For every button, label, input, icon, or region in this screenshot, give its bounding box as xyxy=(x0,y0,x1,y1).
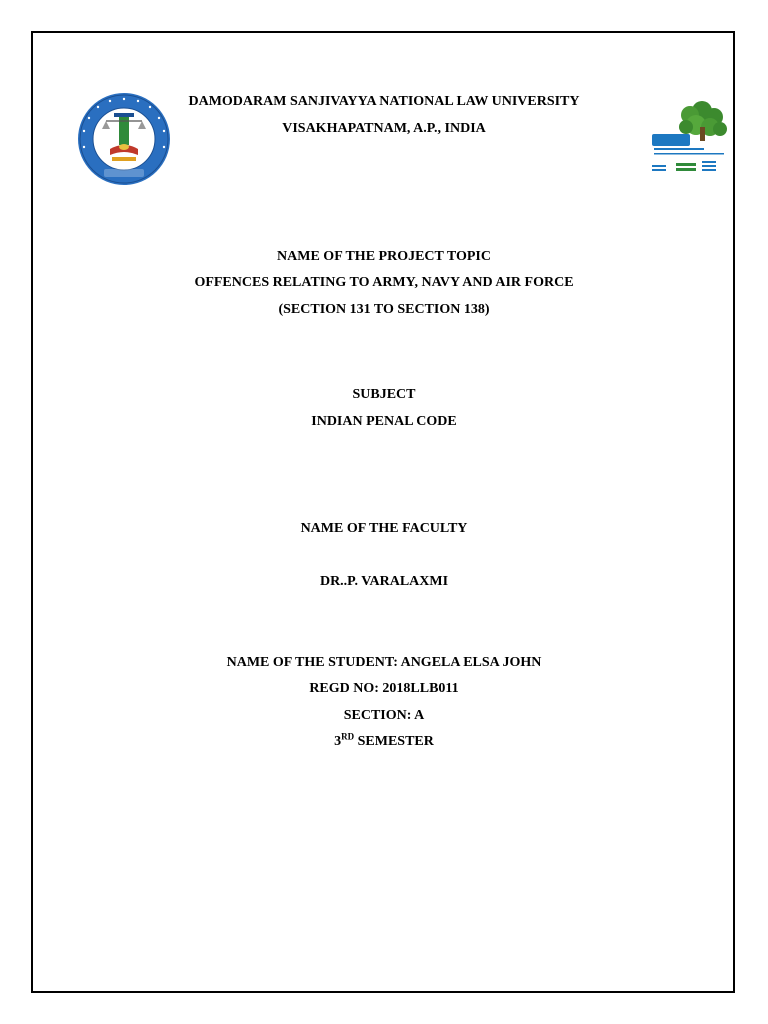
faculty-name: DR..P. VARALAXMI xyxy=(319,574,449,589)
university-location: VISAKHAPATNAM, A.P., INDIA xyxy=(282,121,486,136)
registration-number: REGD NO: 2018LLB011 xyxy=(309,681,459,696)
subject-value: INDIAN PENAL CODE xyxy=(311,414,457,429)
subject-heading: SUBJECT xyxy=(352,387,416,402)
student-name: NAME OF THE STUDENT: ANGELA ELSA JOHN xyxy=(226,655,542,670)
university-name: DAMODARAM SANJIVAYYA NATIONAL LAW UNIVERSITY xyxy=(188,94,580,109)
semester-label: SEMESTER xyxy=(357,734,434,749)
project-title: OFFENCES RELATING TO ARMY, NAVY AND AIR FORCE xyxy=(194,275,574,290)
project-sections: (SECTION 131 TO SECTION 138) xyxy=(278,302,490,317)
faculty-heading: NAME OF THE FACULTY xyxy=(300,521,468,536)
semester-number: 3 xyxy=(334,734,342,749)
student-section: SECTION: A xyxy=(343,708,425,723)
semester-suffix: RD xyxy=(341,731,355,742)
semester xyxy=(0,733,768,751)
project-topic-heading: NAME OF THE PROJECT TOPIC xyxy=(277,249,491,264)
